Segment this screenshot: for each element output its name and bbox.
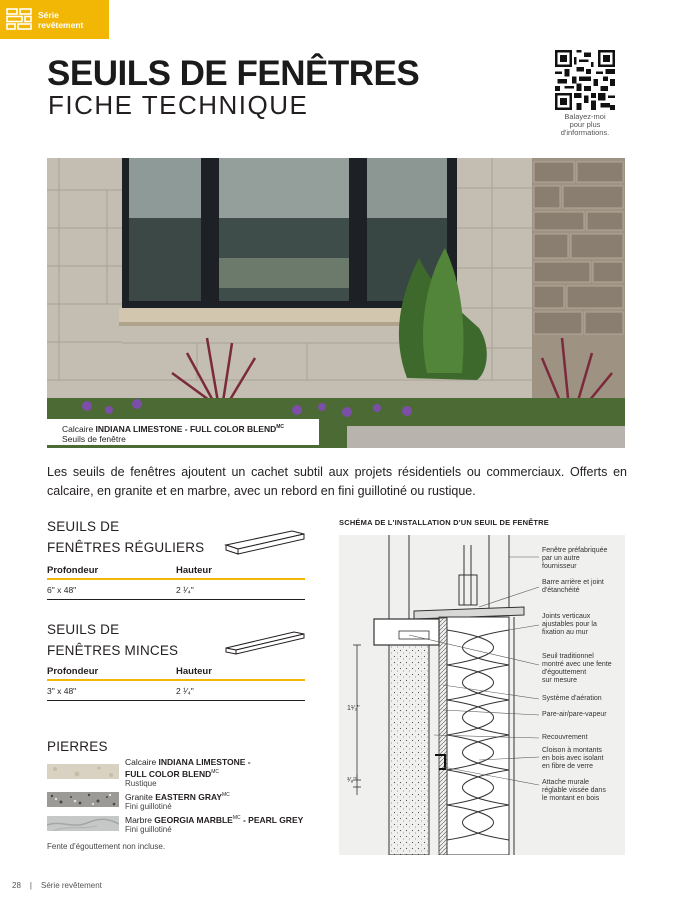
regular-depth-value: 6" x 48" [47,585,77,595]
thin-depth-value: 3" x 48" [47,686,77,696]
drip-note: Fente d'égouttement non incluse. [47,842,166,851]
qr-code-icon[interactable] [555,50,615,110]
caption-sub: Seuils de fenêtre [62,433,126,444]
installation-diagram [339,535,625,855]
qr-caption: Balayez-moi pour plus d'informations. [560,112,610,137]
label-cladding: Recouvrement [542,734,588,741]
stone-swatch-limestone [47,764,119,779]
thin-col-depth: Profondeur [47,666,99,677]
footer-separator: | [29,881,32,890]
page-subtitle: FICHE TECHNIQUE [48,90,309,120]
stones-heading: PIERRES [47,739,108,754]
thin-col-height: Hauteur [176,666,212,677]
thin-sill-icon [222,628,306,658]
regular-height-value: 2 ¹⁄₄" [176,585,194,595]
label-vertical-joints: Joints verticaux ajustables pour la fixation au mur [542,613,597,636]
label-air-barrier: Pare-air/pare-vapeur [542,711,607,718]
page-number: 28 [12,881,21,890]
footer-section: Série revêtement [40,881,102,890]
caption-product: INDIANA LIMESTONE - FULL COLOR BLEND [95,423,277,434]
page-title: SEUILS DE FENÊTRES [47,54,420,93]
regular-rule [47,599,305,600]
intro-paragraph: Les seuils de fenêtres ajoutent un cachet subtil aux projets résidentiels ou commerciaux. Offerts en calcaire, en granite et en marbre, avec un rebord en fini guillotiné ou rustique. [47,465,627,498]
dim-height: 1¹⁄₂" [347,705,360,712]
label-wall-tie: Attache murale réglable vissée dans le montant en bois [542,779,606,802]
dim-small: ³⁄₈" [347,777,356,784]
stone-marble: Marbre GEORGIA $MARBLE^{MC}$ - PEARL GREY Fini guillotiné [125,814,304,835]
thin-height-value: 2 ¹⁄₄" [176,686,194,696]
label-ventilation: Système d'aération [542,695,602,702]
stone-swatch-granite [47,792,119,807]
stone-wall-icon [6,8,32,30]
stone-granite: Granite EASTERN $GRAY^{MC}$ Fini guillotiné [125,791,230,812]
thin-rule-accent [47,679,305,681]
page-footer [12,881,102,890]
regular-sill-icon [222,527,306,557]
thin-sills-heading: SEUILS DE FENÊTRES MINCES [47,622,179,658]
house-window-illustration [47,158,625,448]
caption-mark: MC [276,424,285,430]
series-badge-label: Série revêtement [38,10,84,30]
caption-prefix: Calcaire [62,423,96,434]
label-traditional-sill: Seuil traditionnel montré avec une fente d'égouttement sur mesure [542,653,612,684]
regular-rule-accent [47,578,305,580]
label-window: Fenêtre préfabriquée par un autre fournisseur [542,547,608,570]
diagram-title: SCHÉMA DE L'INSTALLATION D'UN SEUIL DE FENÊTRE [339,518,549,527]
label-stud-wall: Cloison à montants en bois avec isolant en fibre de verre [542,747,604,770]
stone-swatch-marble [47,816,119,831]
stone-limestone: Calcaire INDIANA LIMESTONE - FULL COLOR $BLEND^{MC}$ Rustique [125,757,251,788]
label-backer-rod: Barre arrière et joint d'étanchéité [542,579,604,594]
thin-rule [47,700,305,701]
photo-caption [47,419,319,445]
hero-photo [47,158,625,448]
regular-col-height: Hauteur [176,565,212,576]
regular-col-depth: Profondeur [47,565,99,576]
regular-sills-heading: SEUILS DE FENÊTRES RÉGULIERS [47,519,205,555]
